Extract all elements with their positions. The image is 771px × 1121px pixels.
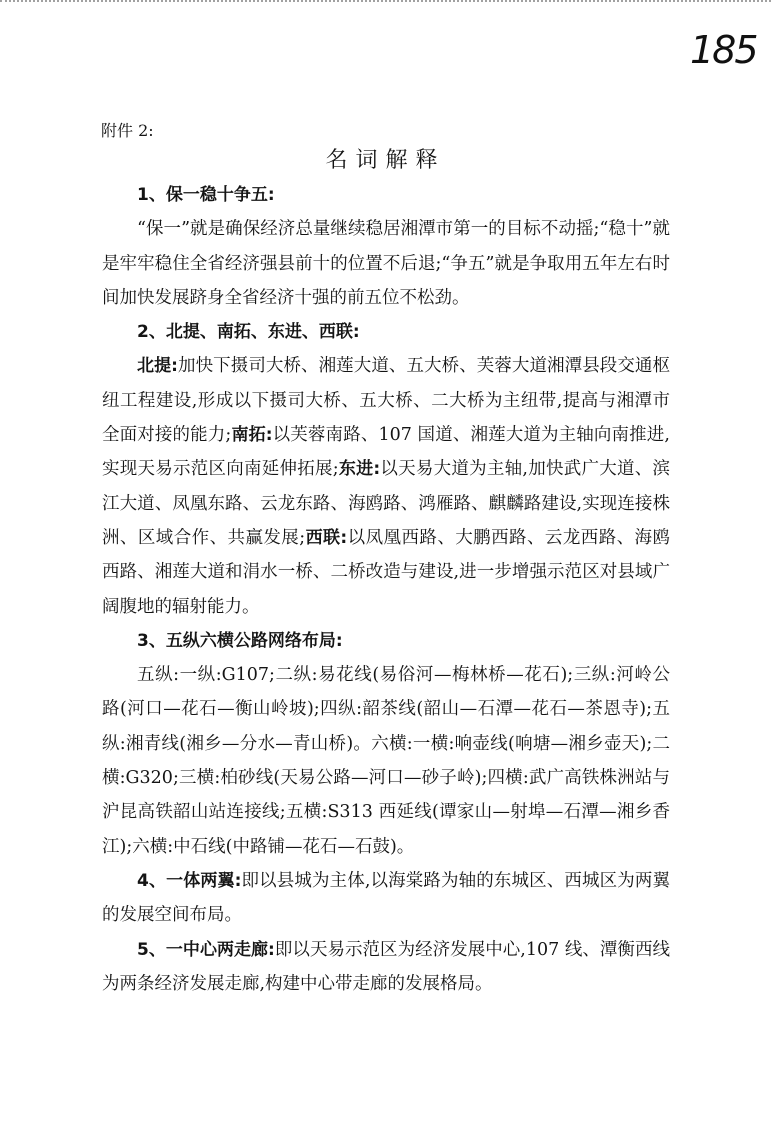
term-east: 东进: bbox=[338, 459, 381, 480]
item-4-heading: 4、一体两翼: bbox=[137, 870, 242, 891]
term-west-text: 以凤凰西路、大鹏西路、云龙西路、海鸥西路、湘莲大道和涓水一桥、二桥改造与建设,进一步增强示范区对县域广阔腹地的辐射能力。 bbox=[102, 527, 670, 617]
term-north: 北提: bbox=[137, 356, 178, 377]
term-east-text: 以天易大道为主轴,加快武广大道、滨江大道、凤凰东路、云龙东路、海鸥路、鸿雁路、麒麟路建设,实现连接株洲、区域合作、共赢发展; bbox=[102, 459, 670, 548]
document-body bbox=[102, 178, 670, 1001]
item-3-paragraph: 五纵:一纵:G107;二纵:易花线(易俗河—梅林桥—花石);三纵:河岭公路(河口—花石—衡山岭坡);四纵:韶茶线(韶山—石潭—花石—茶恩寺);五纵:湘青线(湘乡—分水—青山桥)。六横:一横:响壶线(响塘—湘乡壶天);二横:G320;三横:柏砂线(天易公路—河口—砂子岭);四横:武广高铁株洲站与沪昆高铁韶山站连接线;五横:S313 西延线(谭家山—射埠—石潭—湘乡香江);六横:中石线(中路铺—花石—石鼓)。 bbox=[102, 665, 670, 857]
item-2-heading: 2、北提、南拓、东进、西联: bbox=[137, 322, 360, 343]
page-number: 185 bbox=[690, 28, 757, 72]
term-south: 南拓: bbox=[231, 425, 273, 446]
attachment-label: 附件 2: bbox=[101, 121, 154, 140]
term-west: 西联: bbox=[305, 527, 348, 548]
scan-top-edge bbox=[0, 0, 771, 12]
item-5-text: 即以天易示范区为经济发展中心,107 线、潭衡西线为两条经济发展走廊,构建中心带走廊的发展格局。 bbox=[102, 939, 670, 994]
item-2-paragraph bbox=[102, 349, 670, 623]
item-4-text: 即以县城为主体,以海棠路为轴的东城区、西城区为两翼的发展空间布局。 bbox=[102, 870, 670, 926]
item-5-heading: 5、一中心两走廊: bbox=[137, 939, 275, 960]
term-north-text: 加快下摄司大桥、湘莲大道、五大桥、芙蓉大道湘潭县段交通枢纽工程建设,形成以下摄司大桥、五大桥、二大桥为主纽带,提高与湘潭市全面对接的能力; bbox=[102, 356, 670, 446]
item-1-paragraph: “保一”就是确保经济总量继续稳居湘潭市第一的目标不动摇;“稳十”就是牢牢稳住全省经济强县前十的位置不后退;“争五”就是争取用五年左右时间加快发展跻身全省经济十强的前五位不松劲。 bbox=[102, 219, 670, 308]
item-3-heading: 3、五纵六横公路网络布局: bbox=[137, 630, 343, 651]
item-4-paragraph bbox=[102, 864, 670, 933]
page-title: 名词解释 bbox=[325, 148, 446, 173]
item-1-heading: 1、保一稳十争五: bbox=[137, 185, 275, 205]
term-south-text: 以芙蓉南路、107 国道、湘莲大道为主轴向南推进,实现天易示范区向南延伸拓展; bbox=[102, 425, 670, 480]
item-5-paragraph bbox=[102, 933, 670, 1002]
